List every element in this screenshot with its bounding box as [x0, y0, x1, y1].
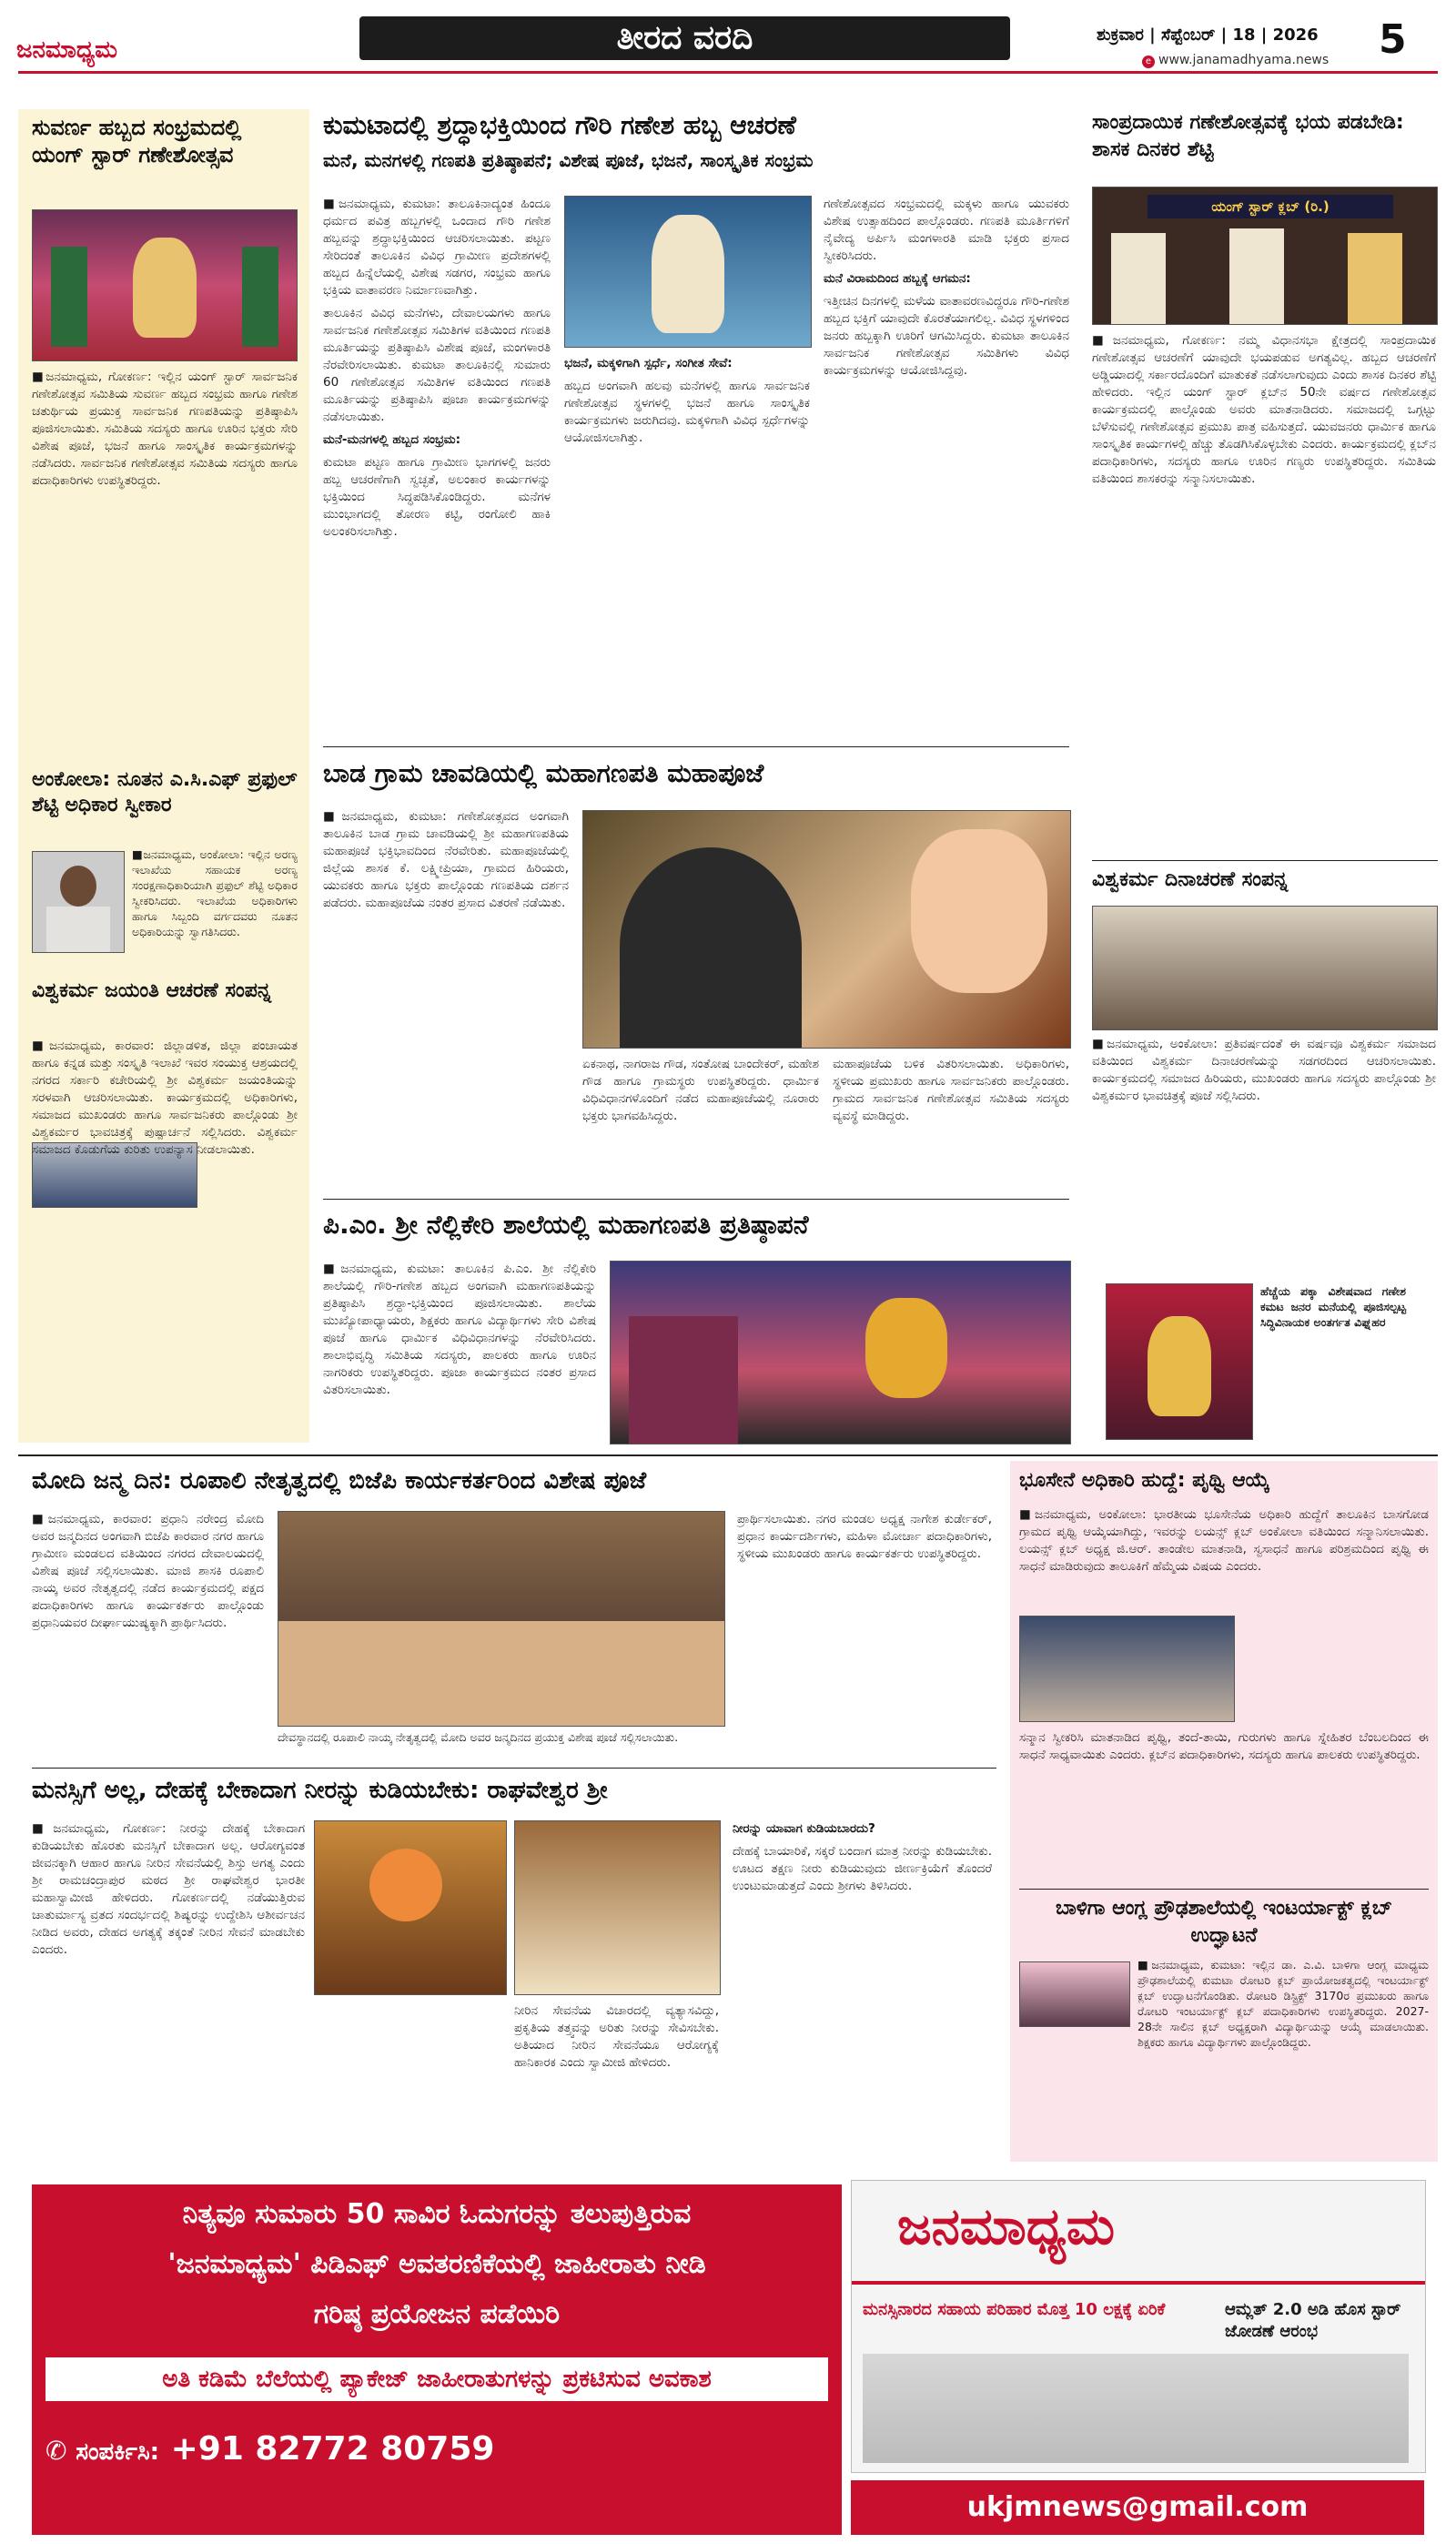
story-ankola-acf: ■ಜನಮಾಧ್ಯಮ, ಅಂಕೋಲಾ: ಇಲ್ಲಿನ ಅರಣ್ಯ ಇಲಾಖೆಯ ಸಹಾಯಕ ಅರಣ್ಯ ಸಂರಕ್ಷಣಾಧಿಕಾರಿಯಾಗಿ ಪ್ರಫುಲ್ ಶೆಟ್ಟಿ ಅಧಿಕಾರ ಸ್ವೀಕರಿಸಿದರು. ಇಲಾಖೆಯ ಅಧಿಕಾರಿಗಳು ಹಾಗೂ ಸಿಬ್ಬಂದಿ ವರ್ಗದವರು ನೂತನ ಅಧಿಕಾರಿಯನ್ನು ಸ್ವಾಗತಿಸಿದರು. — [132, 847, 298, 938]
photo-nellikeri-school — [610, 1261, 1071, 1444]
story-kumta-col3: ಗಣೇಶೋತ್ಸವದ ಸಂಭ್ರಮದಲ್ಲಿ ಮಕ್ಕಳು ಹಾಗೂ ಯುವಕರು ವಿಶೇಷ ಉತ್ಸಾಹದಿಂದ ಪಾಲ್ಗೊಂಡರು. ಗಣಪತಿ ಮೂರ್ತಿಗಳಿಗೆ ನೈವೇದ್ಯ ಅರ್ಪಿಸಿ ಮಂಗಳಾರತಿ ಮಾಡಿ ಭಕ್ತರು ಪ್ರಸಾದ ಸ್ವೀಕರಿಸಿದರು. ಮನೆ ವಿರಾಮದಿಂದ ಹಬ್ಬಕ್ಕೆ ಆಗಮನ: ಇತ್ತೀಚಿನ ದಿನಗಳಲ್ಲಿ ಮಳೆಯ ವಾತಾವರಣವಿದ್ದರೂ ಗೌರಿ-ಗಣೇಶ ಹಬ್ಬದ ಭಕ್ತಿಗೆ ಯಾವುದೇ ಕೊರತೆಯಾಗಲಿಲ್ಲ. ವಿವಿಧ ಸ್ಥಳಗಳಿಂದ ಜನರು ಹಬ್ಬಕ್ಕಾಗಿ ಊರಿಗೆ ಆಗಮಿಸಿದ್ದರು. ಕುಮಟಾ ತಾಲೂಕಿನ ಸಾರ್ವಜನಿಕ ಗಣೇಶೋತ್ಸವ ಸಮಿತಿಗಳು ವಿವಿಧ ಕಾರ್ಯಕ್ರಮಗಳನ್ನು ಆಯೋಜಿಸಿದ್ದವು. — [824, 197, 1069, 378]
ad-line2: 'ಜನಮಾಧ್ಯಮ' ಪಿಡಿಎಫ್ ಅವತರಣಿಕೆಯಲ್ಲಿ ಜಾಹೀರಾತು ನೀಡಿ — [167, 2248, 706, 2280]
story-bada-col1: ■ಜನಮಾಧ್ಯಮ, ಕುಮಟಾ: ಗಣೇಶೋತ್ಸವದ ಅಂಗವಾಗಿ ತಾಲೂಕಿನ ಬಾಡ ಗ್ರಾಮ ಚಾವಡಿಯಲ್ಲಿ ಶ್ರೀ ಮಹಾಗಣಪತಿಯ ಮಹಾಪೂಜೆ ಭಕ್ತಿಭಾವದಿಂದ ನೆರವೇರಿತು. ಮಹಾಪೂಜೆಯಲ್ಲಿ ಜಿಲ್ಲೆಯ ಶಾಸಕ ಕೆ. ಲಕ್ಷ್ಮೀಪ್ರಿಯಾ, ಗ್ರಾಮದ ಹಿರಿಯರು, ಯುವಕರು ಹಾಗೂ ಭಕ್ತರು ಪಾಲ್ಗೊಂಡು ಗಣಪತಿಯ ದರ್ಶನ ಪಡೆದರು. ಮಹಾಪೂಜೆಯ ನಂತರ ಪ್ರಸಾದ ವಿತರಣೆ ನಡೆಯಿತು. — [323, 809, 569, 910]
headline-raghaveshwara: ಮನಸ್ಸಿಗೆ ಅಲ್ಲ, ದೇಹಕ್ಕೆ ಬೇಕಾದಾಗ ನೀರನ್ನು ಕುಡಿಯಬೇಕು: ರಾಘವೇಶ್ವರ ಶ್ರೀ — [32, 1777, 608, 1804]
headline-vishwakarma-dinacharane: ವಿಶ್ವಕರ್ಮ ದಿನಾಚರಣೆ ಸಂಪನ್ನ — [1092, 868, 1289, 891]
photo-interact-club — [1019, 1961, 1130, 2027]
photo-kumta-ganesha — [564, 196, 812, 348]
headline-dinakar-shetty: ಸಾಂಪ್ರದಾಯಿಕ ಗಣೇಶೋತ್ಸವಕ್ಕೆ ಭಯ ಪಡಬೇಡಿ: ಶಾಸಕ ದಿನಕರ ಶೆಟ್ಟಿ — [1092, 111, 1404, 161]
headline-kumta-ganesha: ಕುಮಟಾದಲ್ಲಿ ಶ್ರದ್ಧಾಭಕ್ತಿಯಿಂದ ಗೌರಿ ಗಣೇಶ ಹಬ್ಬ ಆಚರಣೆ — [323, 110, 796, 140]
mini-logo: ಜನಮಾಧ್ಯಮ — [897, 2197, 1115, 2256]
caption-modi-birthday: ದೇವಸ್ಥಾನದಲ್ಲಿ ರೂಪಾಲಿ ನಾಯ್ಕ ನೇತೃತ್ವದಲ್ಲಿ ಮೋದಿ ಅವರ ಜನ್ಮದಿನದ ಪ್ರಯುಕ್ತ ವಿಶೇಷ ಪೂಜೆ ಸಲ್ಲಿಸಲಾಯಿತು. — [278, 1730, 679, 1744]
headline-bada-mahapuje: ಬಾಡ ಗ್ರಾಮ ಚಾವಡಿಯಲ್ಲಿ ಮಹಾಗಣಪತಿ ಮಹಾಪೂಜೆ — [323, 758, 764, 788]
story-interact-club: ■ಜನಮಾಧ್ಯಮ, ಕುಮಟಾ: ಇಲ್ಲಿನ ಡಾ. ಎ.ವಿ. ಬಾಳಿಗಾ ಆಂಗ್ಲ ಮಾಧ್ಯಮ ಪ್ರೌಢಶಾಲೆಯಲ್ಲಿ ಕುಮಟಾ ರೋಟರಿ ಕ್ಲಬ್ ಪ್ರಾಯೋಜಕತ್ವದಲ್ಲಿ ಇಂಟರ್ಯಾಕ್ಟ್ ಕ್ಲಬ್ ಉದ್ಘಾಟನೆಗೊಂಡಿತು. ರೋಟರಿ ಡಿಸ್ಟ್ರಿಕ್ಟ್ 3170ರ ಪ್ರಮುಖರು ಹಾಗೂ ರೋಟರಿ ಇಂಟರ್ಯಾಕ್ಟ್ ಕ್ಲಬ್ ಪದಾಧಿಕಾರಿಗಳು ಉಪಸ್ಥಿತರಿದ್ದರು. 2027-28ನೇ ಸಾಲಿನ ಕ್ಲಬ್ ಅಧ್ಯಕ್ಷರಾಗಿ ವಿದ್ಯಾರ್ಥಿಯನ್ನು ಆಯ್ಕೆ ಮಾಡಲಾಯಿತು. ಶಿಕ್ಷಕರು ಹಾಗೂ ವಿದ್ಯಾರ್ಥಿಗಳು ಪಾಲ್ಗೊಂಡಿದ್ದರು. — [1138, 1958, 1429, 2049]
story-kumta-col1: ■ಜನಮಾಧ್ಯಮ, ಕುಮಟಾ: ತಾಲೂಕಿನಾದ್ಯಂತ ಹಿಂದೂ ಧರ್ಮದ ಪವಿತ್ರ ಹಬ್ಬಗಳಲ್ಲಿ ಒಂದಾದ ಗೌರಿ ಗಣೇಶ ಹಬ್ಬವನ್ನು ಶ್ರದ್ಧಾಭಕ್ತಿಯಿಂದ ಆಚರಿಸಲಾಯಿತು. ಪಟ್ಟಣ ಸೇರಿದಂತೆ ತಾಲೂಕಿನ ವಿವಿಧ ಗ್ರಾಮೀಣ ಪ್ರದೇಶಗಳಲ್ಲಿ ಹಬ್ಬದ ಹಿನ್ನೆಲೆಯಲ್ಲಿ ವಿಶೇಷ ಸಡಗರ, ಸಂಭ್ರಮ ಹಾಗೂ ಭಕ್ತಿಯ ವಾತಾವರಣ ನಿರ್ಮಾಣವಾಗಿತ್ತು. ತಾಲೂಕಿನ ವಿವಿಧ ಮನೆಗಳು, ದೇವಾಲಯಗಳು ಹಾಗೂ ಸಾರ್ವಜನಿಕ ಗಣೇಶೋತ್ಸವ ಸಮಿತಿಗಳ ವತಿಯಿಂದ ಗಣಪತಿ ಮೂರ್ತಿಯನ್ನು ಪ್ರತಿಷ್ಠಾಪಿಸಿ ವಿಶೇಷ ಪೂಜೆ, ಮಂಗಳಾರತಿ ನೆರವೇರಿಸಲಾಯಿತು. ಕುಮಟಾ ತಾಲೂಕಿನಲ್ಲಿ ಸುಮಾರು 60 ಗಣೇಶೋತ್ಸವ ಸಮಿತಿಗಳ ವತಿಯಿಂದ ಗಣಪತಿ ಮೂರ್ತಿಯನ್ನು ಪ್ರತಿಷ್ಠಾಪಿಸಿ ಪೂಜಾ ಕಾರ್ಯಕ್ರಮಗಳನ್ನು ನಡೆಸಲಾಯಿತು. ಮನೆ-ಮನಗಳಲ್ಲಿ ಹಬ್ಬದ ಸಂಭ್ರಮ: ಕುಮಟಾ ಪಟ್ಟಣ ಹಾಗೂ ಗ್ರಾಮೀಣ ಭಾಗಗಳಲ್ಲಿ ಜನರು ಹಬ್ಬ ಆಚರಣೆಗಾಗಿ ಸ್ವಚ್ಛತೆ, ಅಲಂಕಾರ ಕಾರ್ಯಗಳನ್ನು ಭಕ್ತಿಯಿಂದ ಸಿದ್ಧಪಡಿಸಿಕೊಂಡಿದ್ದರು. ಮನೆಗಳ ಮುಂಭಾಗದಲ್ಲಿ ತೋರಣ ಕಟ್ಟಿ, ರಂಗೋಲಿ ಹಾಕಿ ಅಲಂಕರಿಸಲಾಗಿತ್ತು. — [323, 197, 551, 539]
ad-line3: ಗರಿಷ್ಠ ಪ್ರಯೋಜನ ಪಡೆಯಿರಿ — [313, 2298, 561, 2330]
header-rule — [18, 71, 1438, 74]
story-dinakar-shetty: ■ಜನಮಾಧ್ಯಮ, ಗೋಕರ್ಣ: ನಮ್ಮ ವಿಧಾನಸಭಾ ಕ್ಷೇತ್ರದಲ್ಲಿ ಸಾಂಪ್ರದಾಯಿಕ ಗಣೇಶೋತ್ಸವ ಆಚರಣೆಗೆ ಯಾವುದೇ ಭಯಪಡುವ ಅಗತ್ಯವಿಲ್ಲ. ಹಬ್ಬದ ಆಚರಣೆಗೆ ಅಡ್ಡಿಯಾದಲ್ಲಿ ಸರ್ಕಾರದೊಂದಿಗೆ ಮಾತುಕತೆ ನಡೆಸಲಾಗುವುದು ಎಂದು ಶಾಸಕ ದಿನಕರ ಶೆಟ್ಟಿ ಹೇಳಿದರು. ಇಲ್ಲಿನ ಯಂಗ್ ಸ್ಟಾರ್ ಕ್ಲಬ್‌ನ 50ನೇ ವರ್ಷದ ಗಣೇಶೋತ್ಸವ ಕಾರ್ಯಕ್ರಮದಲ್ಲಿ ಪಾಲ್ಗೊಂಡು ಅವರು ಮಾತನಾಡಿದರು. ಸಮಾಜದಲ್ಲಿ ಒಗ್ಗಟ್ಟು ಬೆಳೆಸುವಲ್ಲಿ ಗಣೇಶೋತ್ಸವ ಪ್ರಮುಖ ಪಾತ್ರ ವಹಿಸುತ್ತದೆ. ಯುವಜನರು ಧಾರ್ಮಿಕ ಹಾಗೂ ಸಾಂಸ್ಕೃತಿಕ ಕಾರ್ಯಗಳಲ್ಲಿ ಹೆಚ್ಚು ತೊಡಗಿಸಿಕೊಳ್ಳಬೇಕು ಎಂದರು. ಕಾರ್ಯಕ್ರಮದಲ್ಲಿ ಕ್ಲಬ್‌ನ ಪದಾಧಿಕಾರಿಗಳು, ಸದಸ್ಯರು ಹಾಗೂ ಊರಿನ ಗಣ್ಯರು ಉಪಸ್ಥಿತರಿದ್ದರು. ಸಮಿತಿಯ ವತಿಯಿಂದ ಶಾಸಕರನ್ನು ಸನ್ಮಾನಿಸಲಾಯಿತು. — [1092, 333, 1436, 486]
ad-mini-paper — [851, 2180, 1426, 2473]
photo-prithvi-felicitation — [1019, 1616, 1235, 1722]
headline-ankola-acf: ಅಂಕೋಲಾ: ನೂತನ ಎ.ಸಿ.ಎಫ್ ಪ್ರಫುಲ್ ಶೆಟ್ಟಿ ಅಧಿಕಾರ ಸ್ವೀಕಾರ — [32, 768, 298, 816]
headline-nellikeri: ಪಿ.ಎಂ. ಶ್ರೀ ನೆಲ್ಲಿಕೇರಿ ಶಾಲೆಯಲ್ಲಿ ಮಹಾಗಣಪತಿ ಪ್ರತಿಷ್ಠಾಪನೆ — [323, 1210, 809, 1240]
phone-icon: ✆ — [46, 2436, 76, 2466]
photo-raghaveshwara-2 — [514, 1820, 721, 1995]
ad-strip: ಅತಿ ಕಡಿಮೆ ಬೆಲೆಯಲ್ಲಿ ಪ್ಯಾಕೇಜ್ ಜಾಹೀರಾತುಗಳನ್ನು ಪ್ರಕಟಿಸುವ ಅವಕಾಶ — [46, 2357, 828, 2401]
mini-headline-1: ಮನಸ್ಸಿನಾರದ ಸಹಾಯ ಪರಿಹಾರ ಮೊತ್ತ 10 ಲಕ್ಷಕ್ಕೆ ಏರಿಕೆ — [863, 2300, 1166, 2319]
photo-prafull-shetty — [32, 851, 125, 953]
rule-center-2 — [323, 1199, 1069, 1200]
ad-line1: ನಿತ್ಯವೂ ಸುಮಾರು 50 ಸಾವಿರ ಓದುಗರನ್ನು ತಲುಪುತ್ತಿರುವ — [182, 2198, 692, 2230]
story-raghaveshwara-col1: ■ಜನಮಾಧ್ಯಮ, ಗೋಕರ್ಣ: ನೀರನ್ನು ದೇಹಕ್ಕೆ ಬೇಕಾದಾಗ ಕುಡಿಯಬೇಕು ಹೊರತು ಮನಸ್ಸಿಗೆ ಬೇಕಾದಾಗ ಅಲ್ಲ. ಆರೋಗ್ಯವಂತ ಜೀವನಕ್ಕಾಗಿ ಆಹಾರ ಹಾಗೂ ನೀರಿನ ಸೇವನೆಯಲ್ಲಿ ಶಿಸ್ತು ಅಗತ್ಯ ಎಂದು ಶ್ರೀ ರಾಮಚಂದ್ರಾಪುರ ಮಠದ ಶ್ರೀ ರಾಘವೇಶ್ವರ ಭಾರತೀ ಮಹಾಸ್ವಾಮೀಜಿ ಹೇಳಿದರು. ಗೋಕರ್ಣದಲ್ಲಿ ನಡೆಯುತ್ತಿರುವ ಚಾತುರ್ಮಾಸ್ಯ ವ್ರತದ ಸಂದರ್ಭದಲ್ಲಿ ಶಿಷ್ಯರನ್ನು ಉದ್ದೇಶಿಸಿ ಆಶೀರ್ವಚನ ನೀಡಿದ ಅವರು, ದೇಹದ ಅಗತ್ಯಕ್ಕೆ ತಕ್ಕಂತೆ ನೀರಿನ ಸೇವನೆ ಮಾಡಬೇಕು ಎಂದರು. — [32, 1821, 305, 1957]
section-title: ತೀರದ ವರದಿ — [359, 16, 1010, 60]
ad-phone[interactable]: +91 82772 80759 — [170, 2430, 495, 2468]
story-raghaveshwara-col3: ನೀರನ್ನು ಯಾವಾಗ ಕುಡಿಯಬಾರದು? ದೇಹಕ್ಕೆ ಬಾಯಾರಿಕೆ, ಸಕ್ಕರೆ ಬಂದಾಗ ಮಾತ್ರ ನೀರನ್ನು ಕುಡಿಯಬೇಕು. ಊಟದ ತಕ್ಷಣ ನೀರು ಕುಡಿಯುವುದು ಜೀರ್ಣಕ್ರಿಯೆಗೆ ತೊಂದರೆ ಉಂಟುಮಾಡುತ್ತದೆ ಎಂದು ಶ್ರೀಗಳು ತಿಳಿಸಿದರು. — [733, 1821, 992, 1893]
photo-home-ganesha — [1106, 1283, 1253, 1440]
dateline: ಶುಕ್ರವಾರ | ಸೆಪ್ಟೆಂಬರ್ | 18 | 2026 — [1097, 25, 1319, 45]
story-modi-col1: ■ಜನಮಾಧ್ಯಮ, ಕಾರವಾರ: ಪ್ರಧಾನಿ ನರೇಂದ್ರ ಮೋದಿ ಅವರ ಜನ್ಮದಿನದ ಅಂಗವಾಗಿ ಬಿಜೆಪಿ ಕಾರವಾರ ನಗರ ಹಾಗೂ ಗ್ರಾಮೀಣ ಮಂಡಲದ ವತಿಯಿಂದ ನಗರದ ದೇವಾಲಯದಲ್ಲಿ ವಿಶೇಷ ಪೂಜೆ ಸಲ್ಲಿಸಲಾಯಿತು. ಮಾಜಿ ಶಾಸಕಿ ರೂಪಾಲಿ ನಾಯ್ಕ ಅವರ ನೇತೃತ್ವದಲ್ಲಿ ನಡೆದ ಕಾರ್ಯಕ್ರಮದಲ್ಲಿ ಪಕ್ಷದ ಪದಾಧಿಕಾರಿಗಳು ಹಾಗೂ ಕಾರ್ಯಕರ್ತರು ಪಾಲ್ಗೊಂಡು ಪ್ರಧಾನಿಯವರ ದೀರ್ಘಾಯುಷ್ಯಕ್ಕಾಗಿ ಪ್ರಾರ್ಥಿಸಿದರು. — [32, 1512, 264, 1630]
story-vishwakarma-jayanti: ■ಜನಮಾಧ್ಯಮ, ಕಾರವಾರ: ಜಿಲ್ಲಾಡಳಿತ, ಜಿಲ್ಲಾ ಪಂಚಾಯತ ಹಾಗೂ ಕನ್ನಡ ಮತ್ತು ಸಂಸ್ಕೃತಿ ಇಲಾಖೆ ಇವರ ಸಂಯುಕ್ತ ಆಶ್ರಯದಲ್ಲಿ ನಗರದ ಸರ್ಕಾರಿ ಕಚೇರಿಯಲ್ಲಿ ಶ್ರೀ ವಿಶ್ವಕರ್ಮ ಜಯಂತಿಯನ್ನು ಸರಳವಾಗಿ ಆಚರಿಸಲಾಯಿತು. ಕಾರ್ಯಕ್ರಮದಲ್ಲಿ ಅಧಿಕಾರಿಗಳು, ಸಮಾಜದ ಮುಖಂಡರು ಹಾಗೂ ಸಾರ್ವಜನಿಕರು ಪಾಲ್ಗೊಂಡು ಶ್ರೀ ವಿಶ್ವಕರ್ಮರ ಭಾವಚಿತ್ರಕ್ಕೆ ಪುಷ್ಪಾರ್ಚನೆ ಸಲ್ಲಿಸಿದರು. ವಿಶ್ವಕರ್ಮ ಸಮಾಜದ ಕೊಡುಗೆಯ ಕುರಿತು ಉಪನ್ಯಾಸ ನೀಡಲಾಯಿತು. — [32, 1039, 298, 1157]
photo-ganesha-idol — [32, 209, 298, 361]
headline-suvarna: ಸುವರ್ಣ ಹಬ್ಬದ ಸಂಭ್ರಮದಲ್ಲಿ ಯಂಗ್ ಸ್ಟಾರ್ ಗಣೇಶೋತ್ಸವ — [32, 115, 242, 167]
photo-vishwakarma-dinacharane — [1092, 906, 1438, 1030]
subhead-kumta-ganesha: ಮನೆ, ಮನಗಳಲ್ಲಿ ಗಣಪತಿ ಪ್ರತಿಷ್ಠಾಪನೆ; ವಿಶೇಷ ಪೂಜೆ, ಭಜನೆ, ಸಾಂಸ್ಕೃತಿಕ ಸಂಭ್ರಮ — [323, 149, 814, 171]
story-modi-col2: ಪ್ರಾರ್ಥಿಸಲಾಯಿತು. ನಗರ ಮಂಡಲ ಅಧ್ಯಕ್ಷ ನಾಗೇಶ ಕುರ್ಡೇಕರ್, ಪ್ರಧಾನ ಕಾರ್ಯದರ್ಶಿಗಳು, ಮಹಿಳಾ ಮೋರ್ಚಾ ಪದಾಧಿಕಾರಿಗಳು, ಸ್ಥಳೀಯ ಮುಖಂಡರು ಹಾಗೂ ಕಾರ್ಯಕರ್ತರು ಉಪಸ್ಥಿತರಿದ್ದರು. — [737, 1512, 992, 1561]
story-kumta-col2: ಭಜನೆ, ಮಕ್ಕಳಿಗಾಗಿ ಸ್ಪರ್ಧೆ, ಸಂಗೀತ ಸೇವೆ: ಹಬ್ಬದ ಅಂಗವಾಗಿ ಹಲವು ಮನೆಗಳಲ್ಲಿ ಹಾಗೂ ಸಾರ್ವಜನಿಕ ಗಣೇಶೋತ್ಸವ ಸ್ಥಳಗಳಲ್ಲಿ ಭಜನೆ ಹಾಗೂ ಸಾಂಸ್ಕೃತಿಕ ಕಾರ್ಯಕ್ರಮಗಳು ಜರುಗಿದವು. ಮಕ್ಕಳಿಗಾಗಿ ವಿವಿಧ ಸ್ಪರ್ಧೆಗಳನ್ನು ಆಯೋಜಿಸಲಾಗಿತ್ತು. — [564, 356, 810, 445]
ad-contact[interactable]: ✆ ಸಂಪರ್ಕಿಸಿ: +91 82772 80759 — [46, 2430, 495, 2468]
headline-modi-birthday: ಮೋದಿ ಜನ್ಮ ದಿನ: ರೂಪಾಲಿ ನೇತೃತ್ವದಲ್ಲಿ ಬಿಜೆಪಿ ಕಾರ್ಯಕರ್ತರಿಂದ ವಿಶೇಷ ಪೂಜೆ — [32, 1467, 647, 1495]
mini-headline-2: ಆಮ್ಲತ್ 2.0 ಅಡಿ ಹೊಸ ಸ್ಟಾರ್ ಜೋಡಣೆ ಆರಂಭ — [1225, 2300, 1401, 2341]
caption-home-ganesha: ಹೆಚ್ಚೆಯ ಪಕ್ಕಾ ವಿಶೇಷವಾದ ಗಣೇಶ ಕಮಟ ಜನರ ಮನೆಯಲ್ಲಿ ಪೂಜಿಸಲ್ಪಟ್ಟ ಸಿದ್ಧಿವಿನಾಯಕ ಅಂತರ್ಗತ ವಿಘ್ನಹರ — [1260, 1284, 1406, 1329]
page-number: 5 — [1379, 16, 1407, 63]
photo-young-star-stage — [1092, 187, 1438, 325]
rule-mid-2 — [32, 1768, 996, 1769]
story-bada-col2: ಏಕನಾಥ, ನಾಗರಾಜ ಗೌಡ, ಸಂತೋಷ ಬಾಂದೇಕರ್, ಮಹೇಶ ಗೌಡ ಹಾಗೂ ಗ್ರಾಮಸ್ಥರು ಉಪಸ್ಥಿತರಿದ್ದರು. ಧಾರ್ಮಿಕ ವಿಧಿವಿಧಾನಗಳೊಂದಿಗೆ ನಡೆದ ಮಹಾಪೂಜೆಯಲ್ಲಿ ನೂರಾರು ಭಕ್ತರು ಭಾಗವಹಿಸಿದ್ದರು. — [582, 1057, 819, 1123]
rule-center-1 — [323, 746, 1069, 747]
story-raghaveshwara-col2: ನೀರಿನ ಸೇವನೆಯ ವಿಚಾರದಲ್ಲಿ ವ್ಯತ್ಯಾಸವಿದ್ದು, ಪ್ರಕೃತಿಯ ತತ್ತ್ವವನ್ನು ಅರಿತು ನೀರನ್ನು ಸೇವಿಸಬೇಕು. ಅತಿಯಾದ ನೀರಿನ ಸೇವನೆಯೂ ಆರೋಗ್ಯಕ್ಕೆ ಹಾನಿಕಾರಕ ಎಂದು ಸ್ವಾಮೀಜಿ ಹೇಳಿದರು. — [514, 2003, 719, 2070]
rule-right-1 — [1092, 860, 1438, 861]
rule-full-1 — [18, 1454, 1438, 1456]
banner-young-star-club: ಯಂಗ್ ಸ್ಟಾರ್ ಕ್ಲಬ್ (ರಿ.) — [1148, 195, 1393, 218]
photo-modi-birthday-group — [278, 1511, 725, 1727]
photo-raghaveshwara-1 — [314, 1820, 507, 1995]
story-vishwakarma-dinacharane: ■ಜನಮಾಧ್ಯಮ, ಅಂಕೋಲಾ: ಪ್ರತಿವರ್ಷದಂತೆ ಈ ವರ್ಷವೂ ವಿಶ್ವಕರ್ಮ ಸಮಾಜದ ವತಿಯಿಂದ ವಿಶ್ವಕರ್ಮ ದಿನಾಚರಣೆಯನ್ನು ಸಡಗರದಿಂದ ಆಚರಿಸಲಾಯಿತು. ಕಾರ್ಯಕ್ರಮದಲ್ಲಿ ಸಮಾಜದ ಹಿರಿಯರು, ಮುಖಂಡರು ಹಾಗೂ ಸದಸ್ಯರು ಪಾಲ್ಗೊಂಡು ಶ್ರೀ ವಿಶ್ವಕರ್ಮರ ಭಾವಚಿತ್ರಕ್ಕೆ ಪೂಜೆ ಸಲ್ಲಿಸಿದರು. — [1092, 1037, 1436, 1103]
photo-bada-aarti — [582, 810, 1071, 1049]
story-suvarna: ■ಜನಮಾಧ್ಯಮ, ಗೋಕರ್ಣ: ಇಲ್ಲಿನ ಯಂಗ್ ಸ್ಟಾರ್ ಸಾರ್ವಜನಿಕ ಗಣೇಶೋತ್ಸವ ಸಮಿತಿಯ ಸುವರ್ಣ ಹಬ್ಬದ ಸಂಭ್ರಮ ಹಾಗೂ ಗಣೇಶ ಚತುರ್ಥಿಯ ಪ್ರಯುಕ್ತ ಸಾರ್ವಜನಿಕ ಗಣಪತಿಯನ್ನು ಪ್ರತಿಷ್ಠಾಪಿಸಿ ಪೂಜಿಸಲಾಯಿತು. ಸಮಿತಿಯ ಸದಸ್ಯರು ಹಾಗೂ ಊರಿನ ಭಕ್ತರು ಸೇರಿ ವಿಶೇಷ ಪೂಜೆ, ಭಜನೆ ಹಾಗೂ ಸಾಂಸ್ಕೃತಿಕ ಕಾರ್ಯಕ್ರಮಗಳನ್ನು ನಡೆಸಿದರು. ಸಾರ್ವಜನಿಕ ಗಣೇಶೋತ್ಸವ ಸಮಿತಿಯ ಸದಸ್ಯರು ಹಾಗೂ ಪದಾಧಿಕಾರಿಗಳು ಉಪಸ್ಥಿತರಿದ್ದರು. — [32, 370, 298, 488]
headline-interact-club: ಬಾಳಿಗಾ ಆಂಗ್ಲ ಪ್ರೌಢಶಾಲೆಯಲ್ಲಿ ಇಂಟರ್ಯಾಕ್ಟ್ ಕ್ಲಬ್ ಉದ್ಘಾಟನೆ — [1055, 1897, 1392, 1947]
masthead-logo: ಜನಮಾಧ್ಯಮ — [16, 36, 117, 64]
rule-right-2 — [1019, 1889, 1429, 1890]
story-nellikeri: ■ಜನಮಾಧ್ಯಮ, ಕುಮಟಾ: ತಾಲೂಕಿನ ಪಿ.ಎಂ. ಶ್ರೀ ನೆಲ್ಲಿಕೇರಿ ಶಾಲೆಯಲ್ಲಿ ಗೌರಿ-ಗಣೇಶ ಹಬ್ಬದ ಅಂಗವಾಗಿ ಮಹಾಗಣಪತಿಯನ್ನು ಪ್ರತಿಷ್ಠಾಪಿಸಿ ಶ್ರದ್ಧಾ-ಭಕ್ತಿಯಿಂದ ಪೂಜಿಸಲಾಯಿತು. ಶಾಲೆಯ ಮುಖ್ಯೋಪಾಧ್ಯಾಯರು, ಶಿಕ್ಷಕರು ಹಾಗೂ ವಿದ್ಯಾರ್ಥಿಗಳು ಸೇರಿ ವಿಶೇಷ ಪೂಜೆ ಹಾಗೂ ಧಾರ್ಮಿಕ ವಿಧಿವಿಧಾನಗಳನ್ನು ನೆರವೇರಿಸಿದರು. ಶಾಲಾಭಿವೃದ್ಧಿ ಸಮಿತಿಯ ಸದಸ್ಯರು, ಪಾಲಕರು ಹಾಗೂ ಊರಿನ ನಾಗರಿಕರು ಉಪಸ್ಥಿತರಿದ್ದರು. ಪೂಜಾ ಕಾರ್ಯಕ್ರಮದ ನಂತರ ಪ್ರಸಾದ ವಿತರಿಸಲಾಯಿತು. — [323, 1262, 596, 1397]
headline-vishwakarma-jayanti: ವಿಶ್ವಕರ್ಮ ಜಯಂತಿ ಆಚರಣೆ ಸಂಪನ್ನ — [32, 979, 272, 1002]
story-bada-col3: ಮಹಾಪೂಜೆಯ ಬಳಿಕ ವಿತರಿಸಲಾಯಿತು. ಅಧಿಕಾರಿಗಳು, ಸ್ಥಳೀಯ ಪ್ರಮುಖರು ಹಾಗೂ ಸಾರ್ವಜನಿಕರು ಪಾಲ್ಗೊಂಡರು. ಗ್ರಾಮದ ಸಾರ್ವಜನಿಕ ಗಣೇಶೋತ್ಸವ ಸಮಿತಿಯ ಸದಸ್ಯರು ವ್ಯವಸ್ಥೆ ಮಾಡಿದ್ದರು. — [833, 1057, 1069, 1123]
e-icon: e — [1142, 56, 1155, 68]
story-prithvi-col2: ಸನ್ಮಾನ ಸ್ವೀಕರಿಸಿ ಮಾತನಾಡಿದ ಪೃಥ್ವಿ, ತಂದೆ-ತಾಯಿ, ಗುರುಗಳು ಹಾಗೂ ಸ್ನೇಹಿತರ ಬೆಂಬಲದಿಂದ ಈ ಸಾಧನೆ ಸಾಧ್ಯವಾಯಿತು ಎಂದರು. ಕ್ಲಬ್‌ನ ಪದಾಧಿಕಾರಿಗಳು, ಸದಸ್ಯರು ಹಾಗೂ ಪಾಲಕರು ಉಪಸ್ಥಿತರಿದ್ದರು. — [1019, 1730, 1429, 1762]
ad-email[interactable]: ukjmnews@gmail.com — [851, 2480, 1424, 2535]
headline-prithvi: ಭೂಸೇನೆ ಅಧಿಕಾರಿ ಹುದ್ದೆ: ಪೃಥ್ವಿ ಆಯ್ಕೆ — [1019, 1469, 1270, 1492]
story-prithvi-col1: ■ಜನಮಾಧ್ಯಮ, ಅಂಕೋಲಾ: ಭಾರತೀಯ ಭೂಸೇನೆಯ ಅಧಿಕಾರಿ ಹುದ್ದೆಗೆ ತಾಲೂಕಿನ ಬಾಸಗೋಡ ಗ್ರಾಮದ ಪೃಥ್ವಿ ಆಯ್ಕೆಯಾಗಿದ್ದು, ಇವರನ್ನು ಲಯನ್ಸ್ ಕ್ಲಬ್ ಅಂಕೋಲಾ ವತಿಯಿಂದ ಸನ್ಮಾನಿಸಲಾಯಿತು. ಲಯನ್ಸ್ ಕ್ಲಬ್ ಅಧ್ಯಕ್ಷ ಜಿ.ಆರ್. ತಾಂಡೇಲ ಮಾತನಾಡಿ, ಸ್ವಸಾಧನೆ ಹಾಗೂ ಪರಿಶ್ರಮದಿಂದ ಪೃಥ್ವಿ ಈ ಸಾಧನೆ ಮಾಡಿರುವುದು ತಾಲೂಕಿಗೆ ಹೆಮ್ಮೆಯ ವಿಷಯ ಎಂದರು. — [1019, 1507, 1429, 1574]
ad-banner[interactable] — [18, 2180, 1438, 2539]
website-link[interactable]: e www.janamadhyama.news — [1142, 53, 1329, 68]
